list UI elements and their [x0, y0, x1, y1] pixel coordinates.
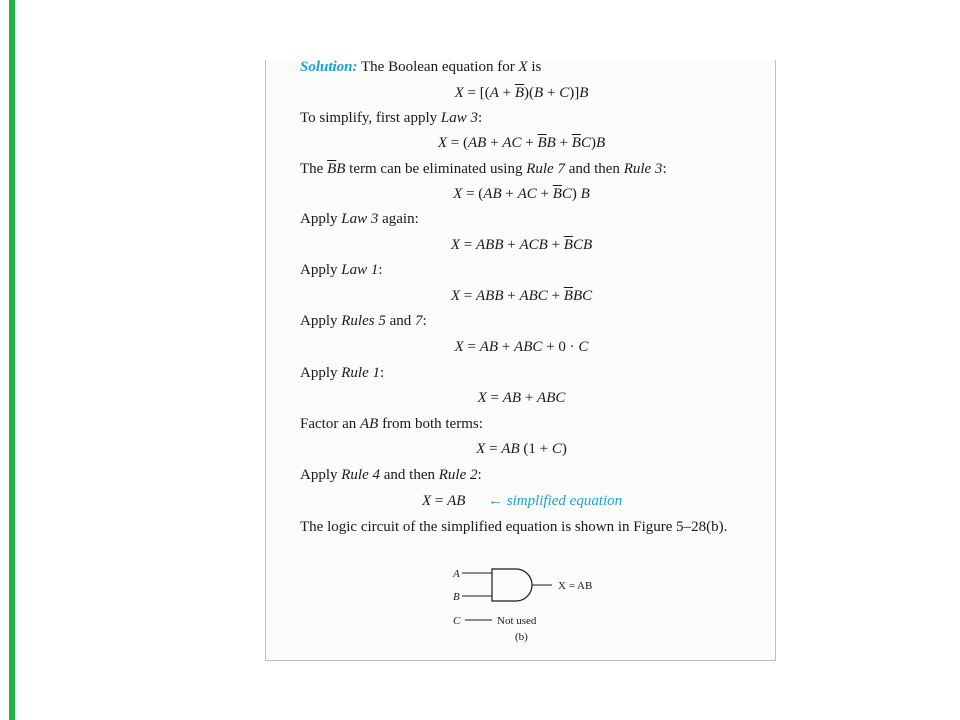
solution-intro: Solution: The Boolean equation for X is	[300, 59, 542, 75]
text-apply-law1: Apply Law 1:	[300, 262, 383, 278]
equation-3: X = (AB + AC + $\overline{B}C$) B	[453, 186, 590, 202]
equation-2: X = (AB + AC + $\overline{B}B + \overline{B}C)B$	[437, 135, 606, 151]
solution-label: Solution:	[300, 59, 358, 75]
input-c-label: C	[453, 615, 461, 627]
equation-4: X = ABB + ACB + $\overline{B}CB$	[450, 237, 593, 253]
equation-final: X = AB	[422, 493, 466, 509]
equation-6: X = AB + ABC + 0 · C	[454, 339, 589, 355]
text-apply-law3-again: Apply Law 3 again:	[300, 211, 419, 227]
equation-8: X = AB (1 + C)	[476, 441, 567, 457]
simplified-equation-note: ← simplified equation	[488, 493, 623, 509]
text-circuit-reference: The logic circuit of the simplified equation is shown in Figure 5–28(b).	[300, 519, 728, 535]
and-gate-icon	[492, 569, 532, 601]
input-a-label: A	[453, 568, 460, 580]
solution-panel	[265, 60, 776, 661]
text-eliminate-bb: The $\overline{B}B$ term can be eliminated using Rule 7 and then Rule 3:	[300, 161, 667, 177]
equation-5: X = ABB + ABC + $\overline{B}BC$	[450, 288, 593, 304]
equation-1: $X = [(A + \overline{B})(B + C)]B$	[454, 85, 589, 101]
equation-7: X = AB + ABC	[477, 390, 566, 406]
text-apply-rules-4-2: Apply Rule 4 and then Rule 2:	[300, 467, 482, 483]
input-b-label: B	[453, 591, 460, 603]
accent-bar	[9, 0, 15, 720]
not-used-label: Not used	[497, 615, 537, 627]
and-gate-circuit	[266, 60, 777, 661]
text-apply-rules-5-7: Apply Rules 5 and 7:	[300, 313, 427, 329]
output-label: X = AB	[558, 580, 593, 592]
figure-caption: (b)	[515, 631, 528, 643]
text-apply-law3: To simplify, first apply Law 3:	[300, 110, 483, 126]
text-factor-ab: Factor an AB from both terms:	[300, 416, 483, 432]
text-apply-rule1: Apply Rule 1:	[300, 365, 385, 381]
